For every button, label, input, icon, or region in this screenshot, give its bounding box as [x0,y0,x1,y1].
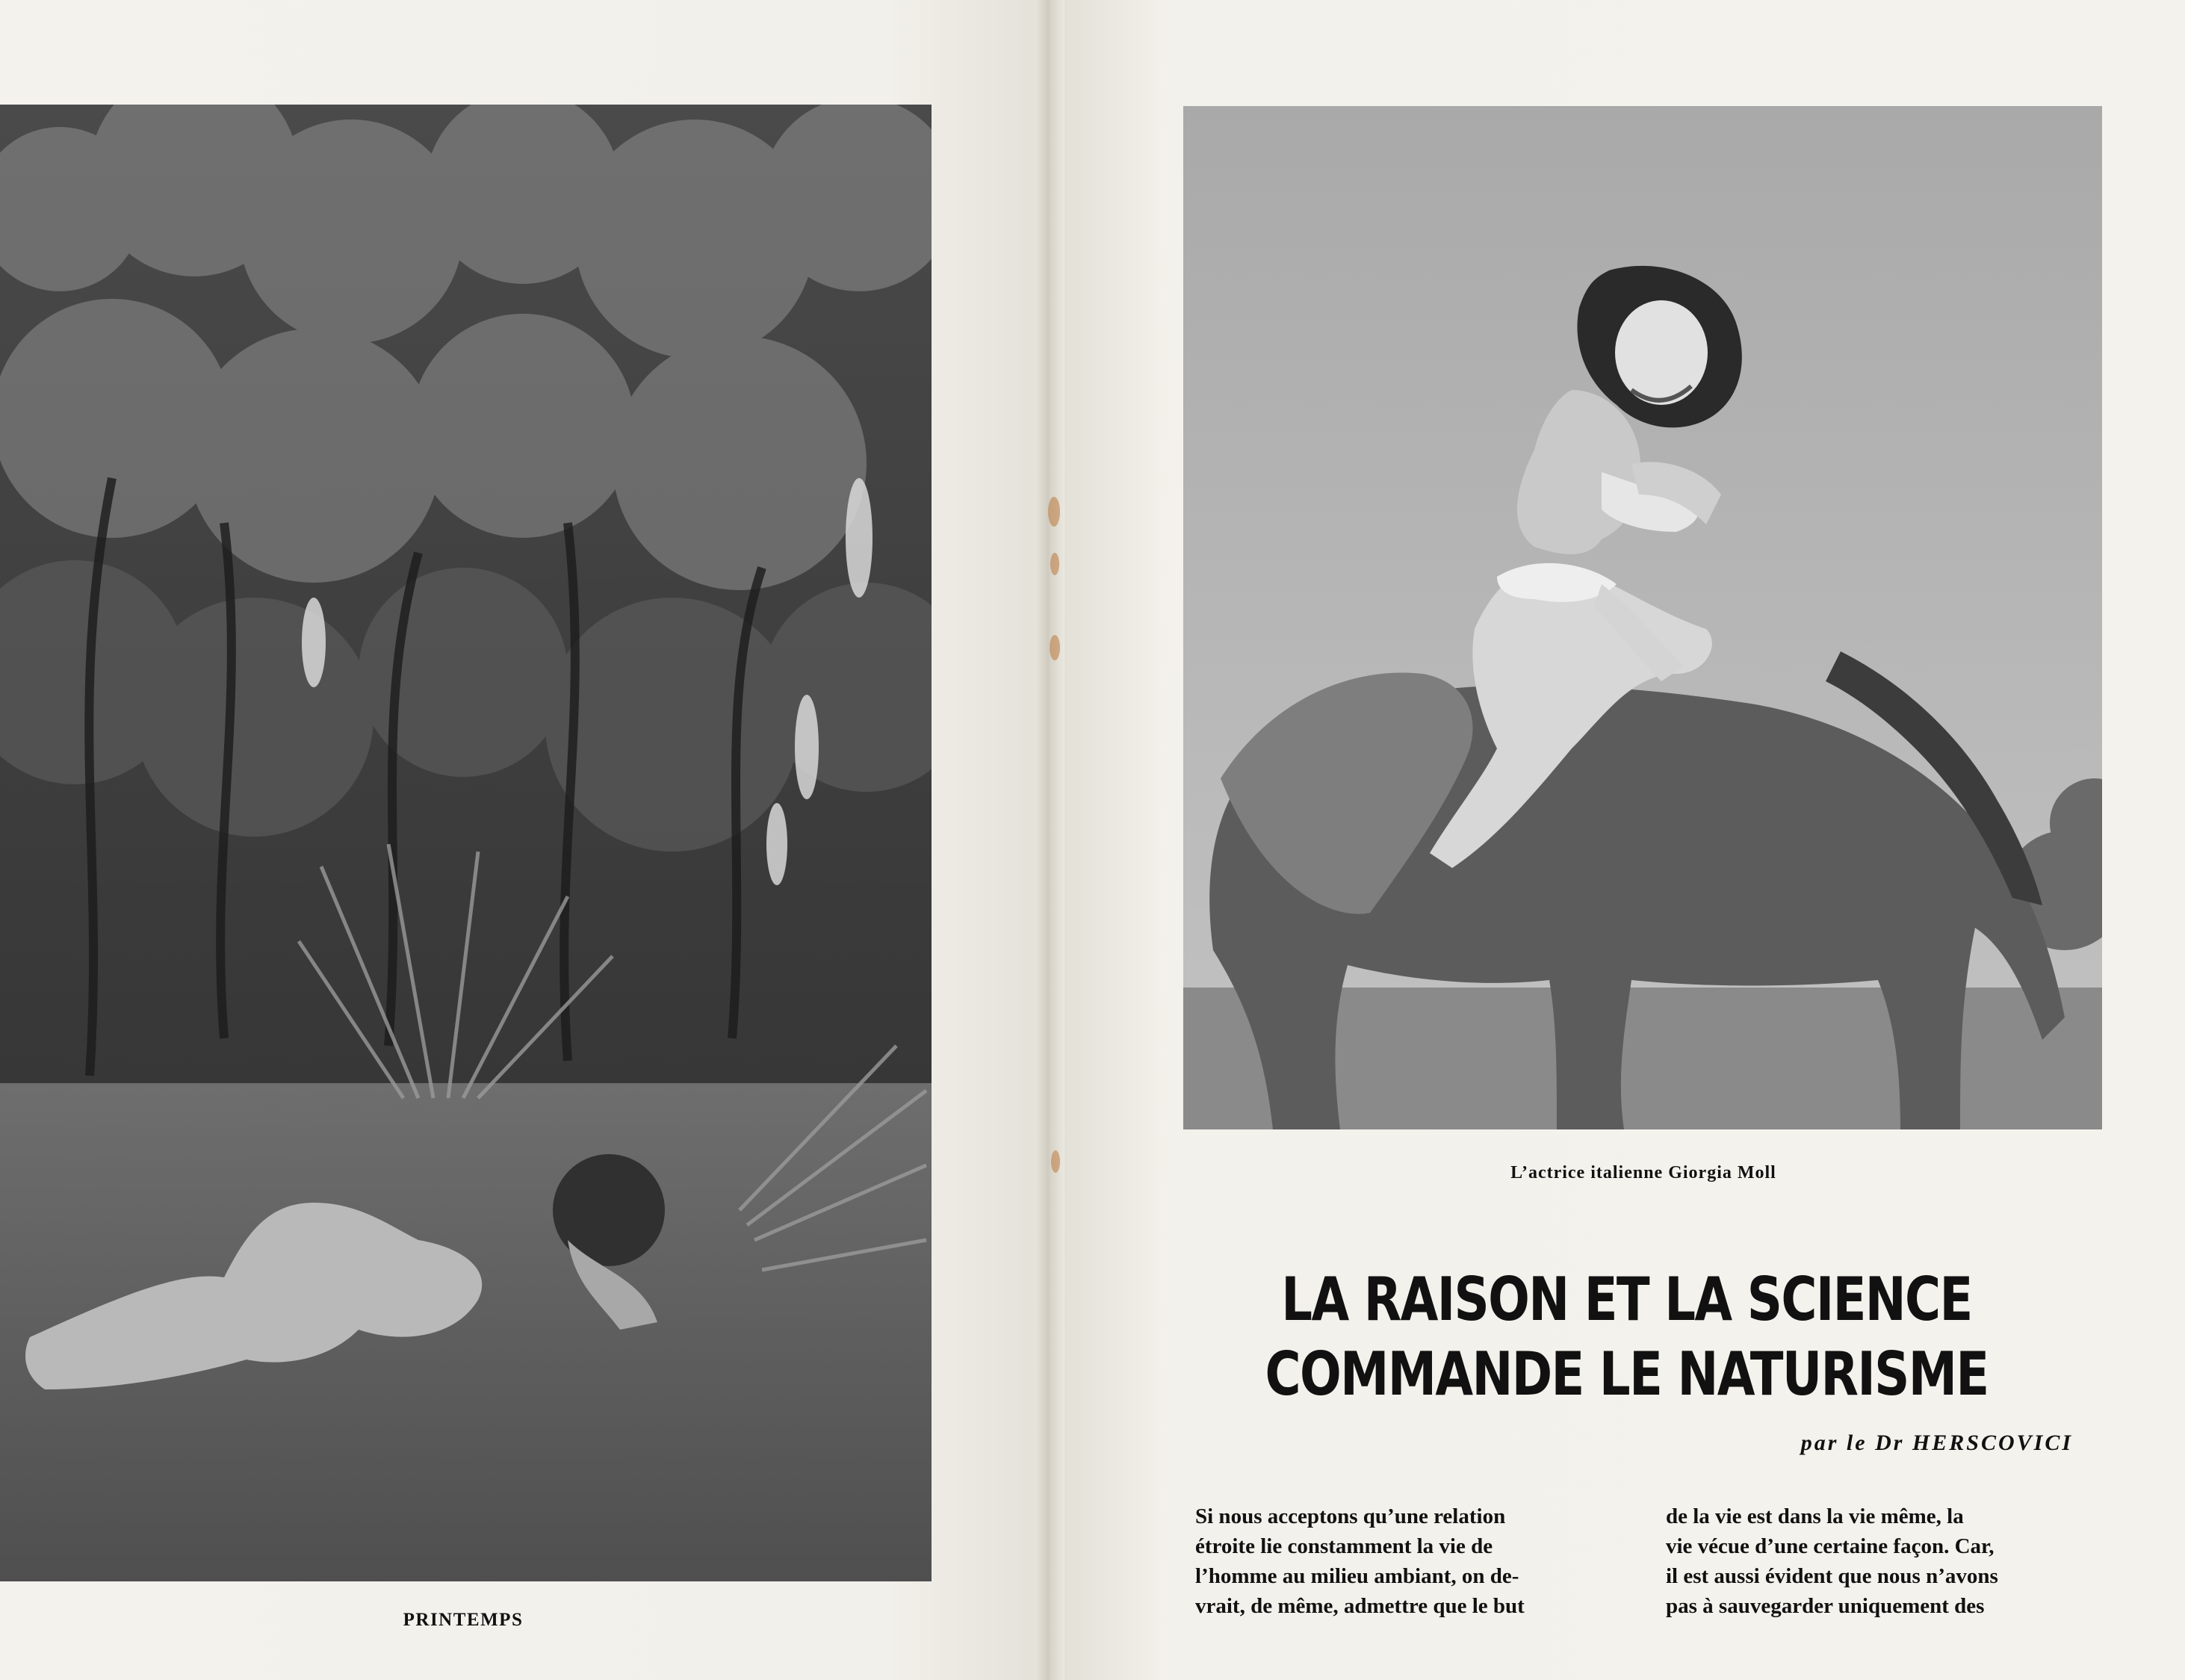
stain-mark [1050,553,1059,575]
article-byline: par le Dr HERSCOVICI [1800,1431,2073,1455]
article-column-2 [1666,1501,2058,1621]
column-2-line: pas à sauvegarder uniquement des [1666,1594,1985,1618]
column-1-line: l’homme au milieu ambiant, on de- [1195,1564,1519,1588]
page-gutter [1035,0,1064,1680]
column-1-line: Si nous acceptons qu’une relation [1195,1504,1506,1528]
horse-photo-caption: L’actrice italienne Giorgia Moll [1510,1163,1776,1182]
horse-photo [1183,106,2102,1129]
column-1-line: vrait, de même, admettre que le but [1195,1594,1525,1618]
column-2-line: vie vécue d’une certaine façon. Car, [1666,1534,1995,1558]
article-headline [1261,1262,1993,1412]
stain-mark [1050,635,1060,660]
article-column-1 [1195,1501,1587,1621]
garden-photo-caption: PRINTEMPS [403,1610,524,1630]
column-1-line: étroite lie constamment la vie de [1195,1534,1493,1558]
headline-line-2: COMMANDE LE NATURISME [1265,1339,1989,1409]
headline-line-1: LA RAISON ET LA SCIENCE [1281,1265,1972,1334]
stain-mark [1051,1150,1060,1173]
column-2-line: il est aussi évident que nous n’avons [1666,1564,1998,1588]
column-2-line: de la vie est dans la vie même, la [1666,1504,1964,1528]
garden-photo [0,105,932,1581]
stain-mark [1048,497,1060,527]
